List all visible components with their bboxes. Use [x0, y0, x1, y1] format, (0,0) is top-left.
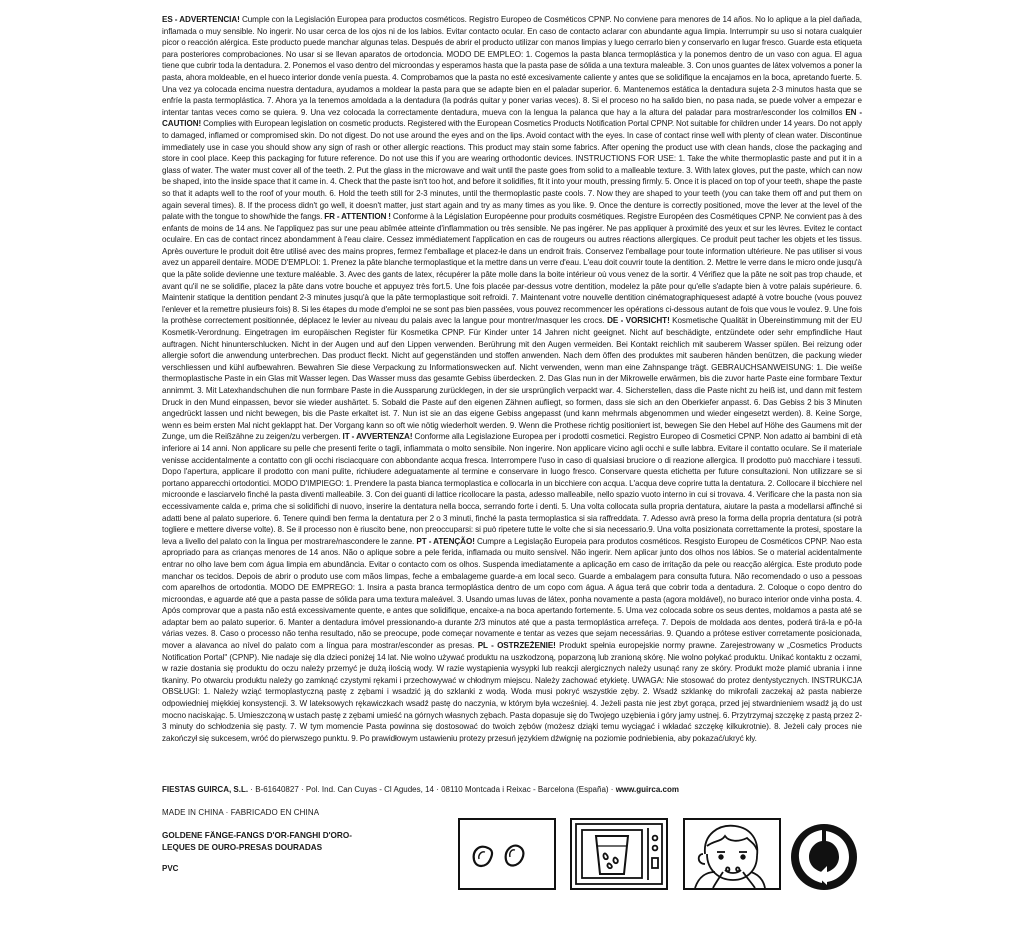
lang-text-de: Kosmetische Qualität in Übereinstimmung mit der EU Kosmetik-Verordnung. Eingetragen im europäischen Register für Kosmetika CPNP. Für Kinder unter 14 Jahren nicht geeignet. Nicht auf beschädigte, entzündete oder sehr empfindliche Haut auftragen. Nicht hinunterschlucken. Nicht in der Augen und auf den Lippen verwenden. Berührung mit den Augen vermeiden. Bei Kontakt reichlich mit sauberem Wasser spülen. Bei reizung oder allergie sofort die anwendung unterbrechen. Das product fleckt. Nicht auf gegenständen und stoffen anwenden. Nach dem öffen des produktes mit sauberen händen benützen, die packung wieder verschliessen und kühl aufbewahren. Bewahren Sie diese Verpackung zu Informationswecken auf. Nicht verwenden, wenn man eine Zahnspange trägt. GEBRAUCHSANWEISUNG: 1. Die weiße thermoplastische Paste in ein Glas mit Wasser legen. Das Wasser muss das gesamte Gebiss überdecken. 2. Das Glas nun in der Mikrowelle erwärmen, bis die zuvor harte Paste eine formbare Textur annimmt. 3. Mit Latexhandschuhen die nun formbare Paste in die Aussparung zurücklegen, in der sie ursprünglich verpackt war. 4. Sicherstellen, dass die Paste nicht zu heiß ist, und dann mit festem Druck in den Mund einpassen, bevor sie wieder aushärtet. 5. Sobald die Paste auf den eigenen Zähnen aufliegt, so formen, dass sie sich an den Oberkiefer anpasst. 6. Das Gebiss 2 bis 3 Minuten angedrückt lassen und nicht bewegen, bis die Paste erkaltet ist. 7. Nun ist sie an das eigene Gebiss angepasst (und kann mehrmals abgenommen und wieder eingesetzt werden). 8. Keine Sorge, wenn es beim ersten Mal nicht geklappt hat. Der Vorgang kann so oft wie nötig wiederholt werden. 9. Wenn die Prothese richtig positioniert ist, bewegen Sie den Hebel auf Höhe des Gaumens mit der Zunge, um die Reißzähne zu zeigen/zu verbergen. — [162, 316, 862, 442]
green-dot-recycling-icon — [789, 822, 859, 892]
lang-text-pt: Cumpre a Legislação Europeia para produtos cosméticos. Resgisto Europeu de Cosméticos CPNP. Nao esta apropriado para as crianças menores de 14 anos. Não o aplique sobre a pele ferida, inflamada ou muito sensível. Não ingerir. Nem aplicar junto dos olhos nos lábios. Se o material acidentalmente entrar no olho lave bem com água limpia em abundância. Evitar o contacto com os olhos. Suspenda imediatamente a aplicação em caso de irritação da pele ou reacção alérgica. Este produto pode manchar os tecidos. Depois de abrir o produto use com mãos limpas, feche a embalageme guarde-a em local seco. Guarde a embalagem para consulta futura. Não recomendado o uso a pessoas com aparelhos de ortodontia. MODO DE EMPREGO: 1. Insira a pasta branca termoplástica dentro de um copo com água. A água terá que cobrir toda a dentadura. 2. Coloque o copo dentro do microondas, e aguarde até que a pasta passe de sólida para uma textura maleável. 3. Usando umas luvas de látex, ponha novamente a pasta (agora moldável), no buraco interior onde vinha posta. 4. Após comprovar que a pasta não está excessivamente quente, e antes que solidifique, encaixe-a na boca apertando fortemente. 5. Uma vez colocada sobre os seus dentes, moldamos a pasta até se adaptar bem ao palato superior. 6. Manter a dentadura imóvel pressionando-a durante 2/3 minutos até que a pasta termoplástica arrefeça. 7. Depois de moldada aos dentes, poderá tirá-la e pô-la várias vezes. 8. Caso o processo não tenha resultado, não se preocupe, pode começar novamente e tentar as vezes que sejam necessárias. 9. Quando a prótese estiver corretamente posicionada, mover a alavanca ao nível do palato com a língua para mostrar/esconder as presas. — [162, 536, 862, 651]
product-name — [162, 830, 362, 853]
child-inserting-fangs-icon — [685, 820, 779, 888]
lang-text-fr: Conforme à la Législation Européenne pour produits cosmétiques. Registre Européen des Cosmétiques CPNP. Ne convient pas à des enfants de moins de 14 ans. Ne l'appliquez pas sur une peau abîmée atteinte d'inflammation ou très sensible. Ne pas ingérer. Ne pas appliquer à proximité des yeux et sur les lèvres. Evitez le contact oculaire. En cas de contact rincez abondamment à l'eau claire. Cessez immédiatement l'application en cas de rougeurs ou autres réactions allergiques. Ce produit peut tacher les objets et les tissus. Après ouverture le produit doit être utilisé avec des mains propres, fermez l'emballage et placez-le dans un endroit frais. Conservez l'emballage pour toute information ultérieure. Ne pas utiliser si vous avez un appareil dentaire. MODE D'EMPLOI: 1. Prenez la pâte blanche termoplastique et la mettre dans un verre d'eau. L'eau doit couvrir toute la dentition. 2. Mettre le verre dans le micro onde jusqu'à que la pâte solide devienne une texture maléable. 3. Avec des gants de latex, récupérer la pâte molle dans la boite intérieur où vous venez de la sortir. 4 Vérifiez que la pâte ne soit pas trop chaude, et avant qu'il ne se solidifie, placez la pâte dans votre bouche et appuyez très fort.5. Une fois placée par-dessus votre dentition, modelez la pâte pour qu'elle s'adapte bien à votre palais supérieure. 6. Maintenir statique la dentition pendant 2-3 minutes jusqu'à que la pâte termoplastique soit refroidi. 7. Maintenant votre nouvelle dentition cinématographiquesest adapté à votre bouche (vous pouvez l'enlever et la remettre plusieurs fois) 8. Si les étapes du mode d'emploi ne se sont pas bien passées, vous pouvez recommencer les opérations ci-dessous autant de fois que vous le voulez. 9. Une fois la prothèse correctement positionnée, déplacez le levier au niveau du palais avec la langue pour montrer/masquer les crocs. — [162, 212, 862, 326]
lang-code-fr: FR - ATTENTION ! — [324, 212, 391, 222]
company-name: FIESTAS GUIRCA, S.L. — [162, 785, 249, 794]
lang-code-es: ES - ADVERTENCIA! — [162, 15, 240, 24]
fangs-pair-panel — [458, 818, 556, 890]
lang-text-en: Complies with European legislation on cosmetic products. Registered with the European Cosmetics Products Notification Portal CPNP. Not suitable for children under 14 years. Do not apply to damaged, inflamed or compromised skin. Do not digest. Do not use around the eyes and on the lips. Avoid contact with the eyes. In case of contact rinse well with plenty of clean water. Discontinue immediately use in case you should show any sign of rash or other allergic reactions. This product may stain some fabrics. After opening the product use with clean hands, close the packaging and store in cool place. Keep this packaging for future reference. Do not use this if you are wearing orthodontic devices. INSTRUCTIONS FOR USE: 1. Take the white thermoplastic paste and put it in a glass of water. The water must cover all of the teeth. 2. Put the glass in the microwave and wait until the paste goes from solid to a malleable texture. 3. With latex gloves, put the paste, which can now be shaped, into the inside space that it came in. 4. Check that the paste isn't too hot, and before it solidifies, fit it into your mouth, pressing firmly. 5. Once it is placed on top of your teeth, shape the paste so that it adapts well to the roof of your mouth. 6. Hold the teeth still for 2-3 minutes, until the thermoplastic paste cools. 7. Now they are shaped to your teeth (you can take them off and put them on again several times). 8. If the process didn't go well, it doesn't matter, just start again and try as many times as you like. 9. Once the denture is correctly positioned, move the lever at the level of the palate with the tongue to show/hide the fangs. — [162, 119, 862, 222]
lang-code-de: DE - VORSICHT! — [607, 316, 670, 326]
fangs-pair-icon — [460, 820, 554, 888]
lang-text-es: Cumple con la Legislación Europea para productos cosméticos. Registro Europeo de Cosméticos CPNP. No conviene para menores de 14 años. No lo aplique a la piel dañada, inflamada o muy sensible. No ingerir. No usar cerca de los ojos ni de los labios. Evitar contacto ocular. En caso de contacto aclarar con abundante agua limpia. Interrumpir su uso si notara cualquier picor o reacción alérgica. Este producto puede manchar algunas telas. Después de abrir el producto utilizar con manos limpias y luego cerrarlo bien y conservarlo en lugar fresco. Guarde esta etiqueta para posteriores comprobaciones. No usar si se llevan aparatos de ortodoncia. MODO DE EMPLEO: 1. Cogemos la pasta blanca termoplástica y la ponemos dentro de un vaso con agua. El agua tiene que cubrir toda la dentadura. 2. Ponemos el vaso dentro del microondas y esperamos hasta que la pasta pase de sólida a una textura maleable. 3. Con unos guantes de látex volvemos a poner la pasta, ahora moldeable, en el hueco interior donde venía puesta. 4. Comprobamos que la pasta no esté excesivamente caliente y antes que se solidifique la encajamos en la boca, apretando fuerte. 5. Una vez ya colocada encima nuestra dentadura, ayudamos a moldear la pasta para que se adapte bien en el paladar superior. 6. Mantenemos estática la dentadura sujeta 2-3 minutos hasta que se enfríe la pasta termoplástica. 7. Ahora ya la tenemos amoldada a la dentadura (la podrás quitar y poner varias veces). 8. Si el proceso no ha salido bien, no pasa nada, se puede volver a empezar e intentar tantas veces como se quiera. 9. Una vez colocada la correctamente dentadura, mueva con la lengua la palanca que hay a la altura del paladar para mostrar/esconder los colmillos — [162, 15, 862, 117]
green-dot-symbol — [789, 822, 859, 892]
material-label: PVC — [162, 864, 179, 873]
lang-code-pt: PT - ATENÇÃO! — [416, 536, 475, 546]
lang-code-it: IT - AVVERTENZA! — [342, 432, 413, 442]
lang-code-en: EN - CAUTION! — [162, 107, 862, 129]
product-name-line-1: GOLDENE FÄNGE-FANGS D'OR-FANGHI D'ORO- — [162, 831, 352, 840]
origin-label: MADE IN CHINA · FABRICADO EN CHINA — [162, 808, 320, 817]
product-name-line-2: LEQUES DE OURO-PRESAS DOURADAS — [162, 842, 323, 852]
microwave-panel — [570, 818, 668, 890]
company-details: · B-61640827 · Pol. Ind. Can Cuyas - Cl Agudes, 14 · 08110 Montcada i Reixac - Barcelona (España) · — [248, 785, 616, 794]
lang-text-pl: Produkt spełnia europejskie normy prawne. Zarejestrowany w „Cosmetics Products Notification Portal" (CPNP). Nie nadaje się dla dzieci poniżej 14 lat. Nie wolno używać produktu na uszkodzoną, poparzoną lub zranioną skórę. Nie wolno połykać produktu. Unikać kontaktu z oczami, w razie dostania się produktu do oczu należy przemyć je dużą ilością wody. W razie wystąpienia wysypki lub reakcji alergicznych należy usunąć rany ze skóry. Produkt może plamić ubrania i inne tkaniny. Po otwarciu produktu należy go zamknąć czystymi rękami i przechowywać w chłodnym miejscu. Należy zachować etykietę. UWAGA: Nie stosować do protez dentystycznych. INSTRUKCJA OBSŁUGI: 1. Należy wziąć termoplastyczną pastę z zębami i wsadzić ją do szklanki z wodą. Woda musi pokryć wszystkie zęby. 2. Wsadź szklankę do mikrofali zaczekaj aż pasta nabierze odpowiedniej miękkiej konsystencji. 3. W lateksowych rękawiczkach wsadź pastę do naczynia, w którym była wcześniej. 4. Jeżeli pasta nie jest zbyt gorąca, przed jej stwardnieniem wsadź ją do ust mocno naciskając. 5. Umieszczoną w ustach pastę z zębami umieść na górnych własnych zębach. Pasta dopasuje się do Twojego uzębienia i góry jamy ustnej. 6. Przytrzymaj szczękę z pastą przez 2-3 minuty do schłodzenia się pasty. 7. W tym momencie Pasta powinna się dostosować do twoich zębów (możesz dziąki temu wyciągać i wkładać szczękę kilkukrotnie). 8. Jeżeli cały proces nie zakończył się sukcesem, wróć do pierwszego punktu. 9. Po prawidłowym ustawieniu protezy przesuń językiem dźwignię na poziomie podniebienia, aby pokazać/ukryć kły. — [162, 641, 862, 743]
instructions-block — [162, 14, 862, 744]
company-line — [162, 785, 862, 794]
company-website: www.guirca.com — [615, 785, 679, 794]
child-panel — [683, 818, 781, 890]
lang-text-it: Conforme alla Legislazione Europea per i prodotti cosmetici. Registro Europeo di Cosmetici CPNP. Non adatto ai bambini di età inferiore ai 14 anni. Non applicare su pelle che presenti ferite o tagli, infiammata o molto sensibile. Non ingerire. Non applicare vicino agli occhi e sulle labbra. Evitare il contatto oculare. Se il materiale venisse accidentalmente a contatto con gli occhi risciacquare con abbondante acqua fresca. Interrompere l'uso in caso di qualsiasi bruciore o di reazione allergica. Il prodotto può macchiare i tessuti. Dopo l'apertura, applicare il prodotto con mani pulite, richiudere adeguatamente al termine e conservare in luogo fresco. Conservare questa etichetta per future consultazioni. Non utilizzare se si portano apparecchi ortodontici. MODO D'IMPIEGO: 1. Prendere la pasta bianca termoplastica e collocarla in un bicchiere con acqua. L'acqua deve coprire tutta la dentatura. 2. Collocare il bicchiere nel microonde e lasciarvelo finché la pasta diventi malleabile. 3. Con dei guanti di lattice ricollocare la pasta, adesso malleabile, nello spazio vuoto interno in cui si trovava. 4. Verificare che la pasta non sia eccessivamente calda e, prima che si solidifichi di nuovo, inserire la dentatura nella bocca, serrando forte i denti. 5. Una volta collocata sulla propria dentatura, aiutare la pasta a modellarsi affinché si adatti bene al palato superiore. 6. Tenere quindi ben ferma la dentatura per 2 o 3 minuti, finché la pasta termoplastica si sia raffreddata. 7. Adesso avrà preso la forma della propria dentatura (si potrà togliere e mettere diverse volte). 8. Se il processo non è riuscito bene, non preoccuparsi: si può ripetere tutte le volte che si sia necessario.9. Una volta posizionata correttamente la protesi, spostare la leva a livello del palato con la lingua per mostrare/nascondere le zanne. — [162, 432, 862, 546]
lang-code-pl: PL - OSTRZEŻENIE! — [477, 641, 556, 651]
microwave-glass-icon — [572, 820, 666, 888]
multilingual-instructions — [162, 14, 862, 744]
